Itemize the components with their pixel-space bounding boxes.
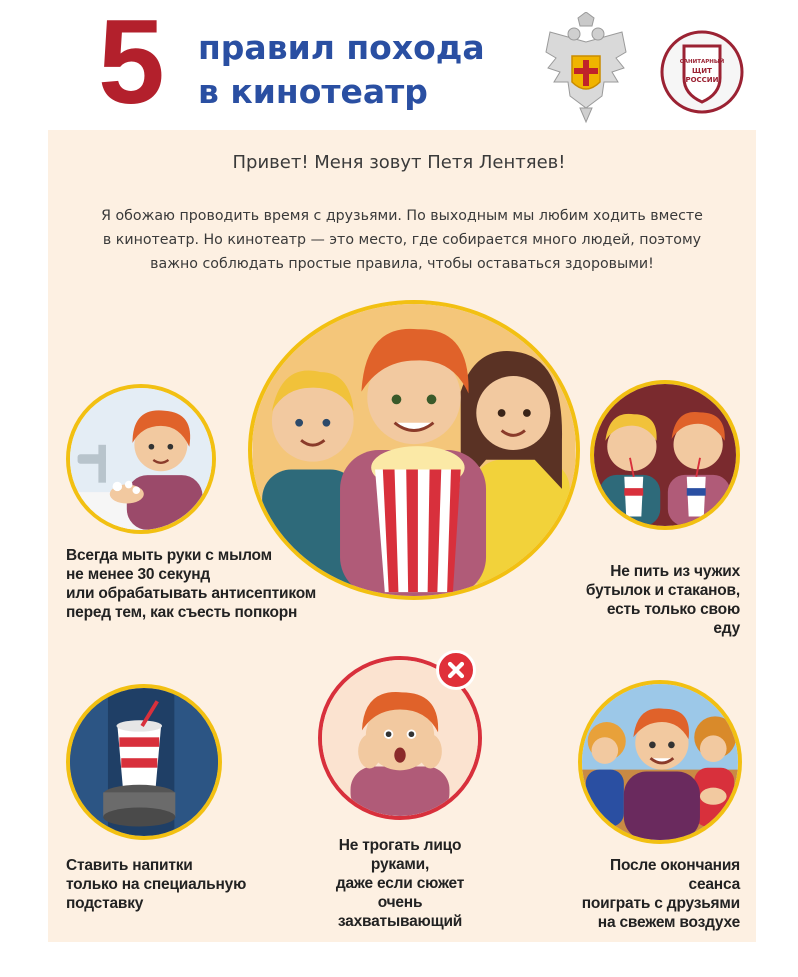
rule-text <box>66 546 316 622</box>
rule-line: очень захватывающий <box>337 894 463 930</box>
intro-line: Я обожаю проводить время с друзьями. По выходным мы любим ходить вместе <box>101 208 703 224</box>
rule-line: перед тем, как съесть попкорн <box>66 604 298 621</box>
rule-line: Ставить напитки <box>66 857 193 874</box>
rule-text <box>66 856 246 913</box>
rule-line: даже если сюжет <box>335 875 465 892</box>
intro-line: в кинотеатр. Но кинотеатр — это место, где собирается много людей, поэтому <box>102 232 702 248</box>
svg-text:РОССИИ: РОССИИ <box>685 76 719 84</box>
svg-text:ЩИТ: ЩИТ <box>692 67 712 75</box>
greeting: Привет! Меня зовут Петя Лентяев! <box>232 152 566 173</box>
rule-line: подставку <box>66 895 144 912</box>
title-line-1: правил похода <box>198 28 485 67</box>
outdoor-play-icon <box>578 680 742 844</box>
rule-line: не менее 30 секунд <box>66 566 211 583</box>
rule-line: Не пить из чужих <box>610 563 740 580</box>
rule-line: только на специальную <box>66 876 247 893</box>
rule-line: или обрабатывать антисептиком <box>66 585 317 602</box>
rule-line: Всегда мыть руки с мылом <box>66 547 272 564</box>
rule-line: есть только свою еду <box>606 601 740 637</box>
intro-text <box>62 204 742 276</box>
rule-text <box>318 836 482 931</box>
rule-line: на свежем воздухе <box>597 914 740 931</box>
cup-holder-icon <box>66 684 222 840</box>
rule-count: 5 <box>98 0 165 129</box>
prohibited-icon <box>436 650 476 690</box>
header <box>0 0 798 130</box>
rule-line: поиграть с друзьями <box>581 895 740 912</box>
rule-line: бутылок и стаканов, <box>585 582 740 599</box>
title-line-2: в кинотеатр <box>198 72 428 111</box>
page-title <box>198 26 485 114</box>
eagle-emblem-icon <box>540 12 632 124</box>
rule-line: После окончания сеанса <box>610 857 740 893</box>
rule-text <box>560 856 740 932</box>
hand-washing-icon <box>66 384 216 534</box>
drinks-icon <box>590 380 740 530</box>
sanitary-shield-logo <box>660 30 744 114</box>
rule-text <box>578 562 740 638</box>
rule-line: Не трогать лицо руками, <box>338 837 462 873</box>
svg-text:САНИТАРНЫЙ: САНИТАРНЫЙ <box>679 59 725 65</box>
intro-line: важно соблюдать простые правила, чтобы оставаться здоровыми! <box>150 256 654 272</box>
